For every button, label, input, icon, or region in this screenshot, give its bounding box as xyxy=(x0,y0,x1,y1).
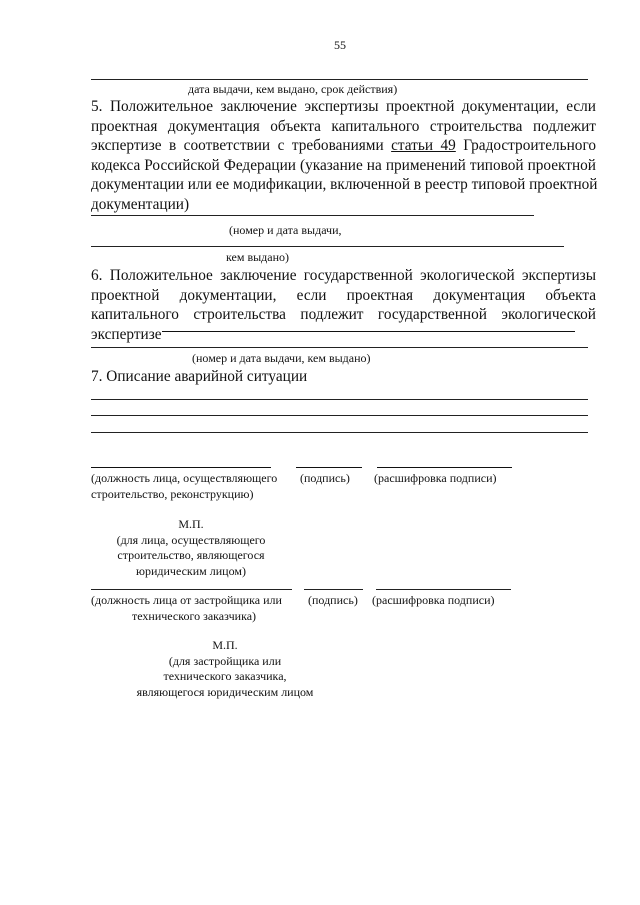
stamp-mark: М.П. xyxy=(212,638,238,652)
item-6-line-2: проектной документации, если проектная документация объекта xyxy=(91,286,596,304)
page-number: 55 xyxy=(334,38,346,52)
item-6-caption: (номер и дата выдачи, кем выдано) xyxy=(192,351,371,365)
sign-2-decoding-caption: (расшифровка подписи) xyxy=(372,593,495,607)
sign-1-signature-line xyxy=(296,467,362,468)
item-6-line-4: экспертизе xyxy=(91,325,162,343)
sign-1-position-line xyxy=(91,467,271,468)
item-5-issuer-line xyxy=(91,246,564,247)
item-5-number-line xyxy=(91,215,534,216)
item-5-line-6: документации) xyxy=(91,195,190,213)
sign-2-signature-caption: (подпись) xyxy=(308,593,358,607)
item-7-line-1 xyxy=(91,399,588,400)
item-5-line-1: 5. Положительное заключение экспертизы проектной документации, если xyxy=(91,98,596,115)
sign-1-position-caption: (должность лица, осуществляющего строительство, реконструкцию) xyxy=(91,471,278,501)
article-49-link[interactable]: статьи 49 xyxy=(391,137,456,154)
item-5-line-4: кодекса Российской Федерации (указание на применений типовой проектной xyxy=(91,156,596,174)
issue-info-caption: дата выдачи, кем выдано, срок действия) xyxy=(188,82,398,96)
sign-2-signature-line xyxy=(304,589,363,590)
sign-1-decoding-caption: (расшифровка подписи) xyxy=(374,471,497,485)
item-6-fill-line xyxy=(162,331,575,332)
stamp-mark: М.П. xyxy=(178,517,204,531)
sign-1-decoding-line xyxy=(377,467,512,468)
item-5-line-3: экспертизе в соответствии с требованиями статьи 49 Градостроительного xyxy=(91,137,596,154)
item-5-line-2: проектная документация объекта капитального строительства подлежит xyxy=(91,117,596,135)
item-5-text xyxy=(91,97,596,214)
item-6-line-3: капитального строительства подлежит государственной экологической xyxy=(91,306,596,323)
sign-2-stamp: М.П. (для застройщика или технического заказчика, являющегося юридическим лицом xyxy=(110,638,340,700)
item-5-caption-issuer: кем выдано) xyxy=(226,250,290,264)
item-7-line-2 xyxy=(91,415,588,416)
item-5-line-5: документации или ее модификации, включенной в реестр типовой проектной xyxy=(91,176,598,193)
sign-2-position-caption: (должность лица от застройщика или технического заказчика) xyxy=(91,593,282,623)
sign-1-stamp: М.П. (для лица, осуществляющего строительство, являющегося юридическим лицом) xyxy=(96,517,286,579)
issue-info-line xyxy=(91,79,588,80)
item-6-number-line xyxy=(91,347,588,348)
item-6-text xyxy=(91,266,596,344)
item-6-line-1: 6. Положительное заключение государственной экологической экспертизы xyxy=(91,267,596,284)
sign-1-signature-caption: (подпись) xyxy=(300,471,350,485)
sign-2-position-line xyxy=(91,589,292,590)
item-5-caption-number: (номер и дата выдачи, xyxy=(229,223,342,237)
item-7-line-3 xyxy=(91,432,588,433)
item-7-title: 7. Описание аварийной ситуации xyxy=(91,368,308,385)
sign-2-decoding-line xyxy=(376,589,511,590)
